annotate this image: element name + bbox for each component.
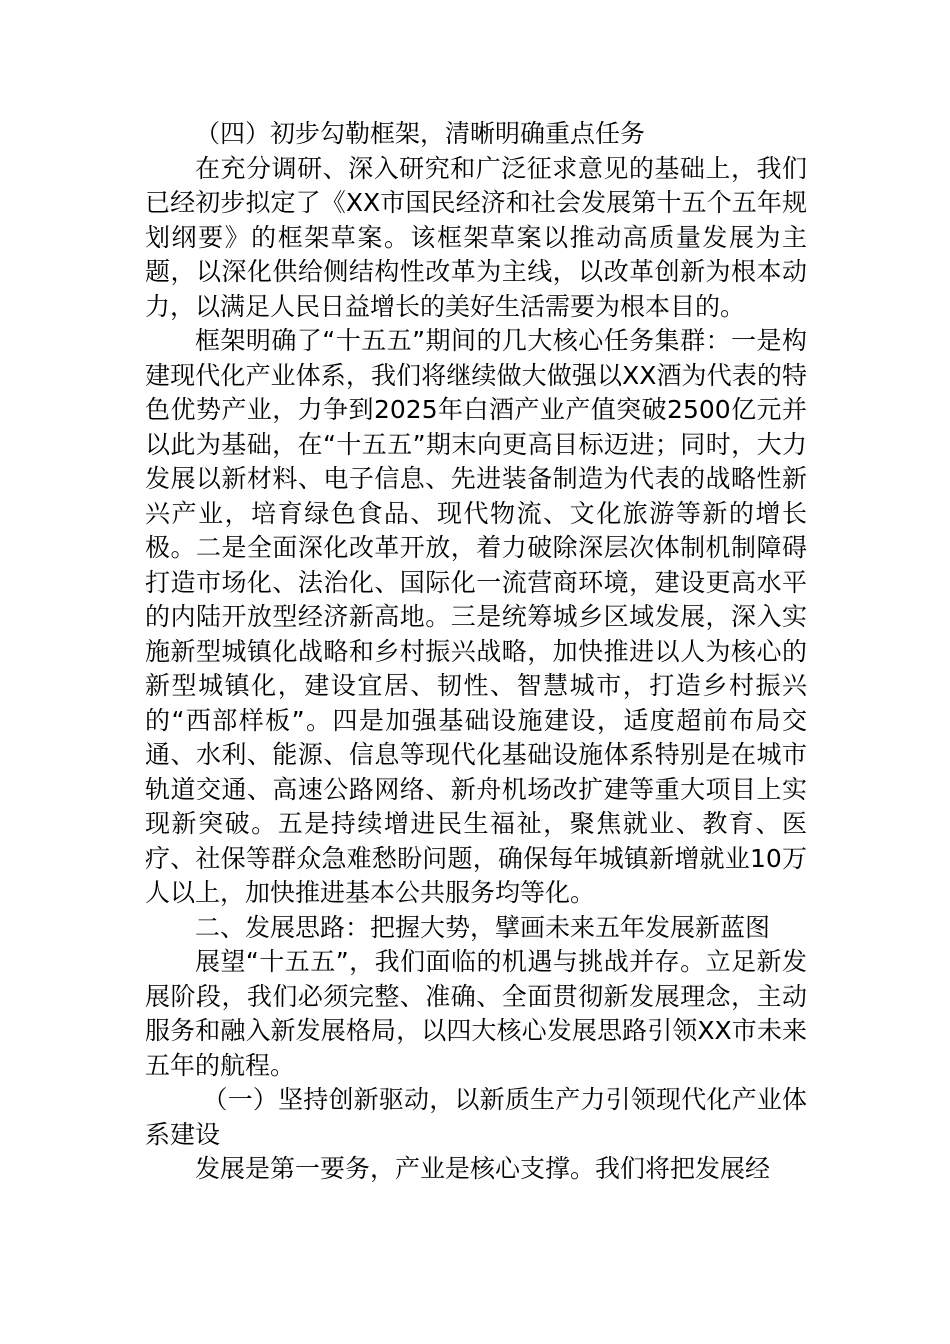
section-heading-2-1: （一）坚持创新驱动，以新质生产力引领现代化产业体系建设: [145, 1085, 807, 1149]
document-page: [145, 117, 807, 1187]
section-heading-4: （四）初步勾勒框架，清晰明确重点任务: [195, 119, 646, 148]
section-heading-2: 二、发展思路：把握大势，擘画未来五年发展新蓝图: [195, 912, 771, 942]
paragraph-core-tasks: 框架明确了“十五五”期间的几大核心任务集群：一是构建现代化产业体系，我们将继续做大做强以XX酒为代表的特色优势产业，力争到2025年白酒产业产值突破2500亿元并以此为基础，在“十五五”期末向更高目标迈进；同时，大力发展以新材料、电子信息、先进装备制造为代表的战略性新兴产业，培育绿色食品、现代物流、文化旅游等新的增长极。二是全面深化改革开放，着力破除深层次体制机制障碍打造市场化、法治化、国际化一流营商环境，建设更高水平的内陆开放型经济新高地。三是统筹城乡区域发展，深入实施新型城镇化战略和乡村振兴战略，加快推进以人为核心的新型城镇化，建设宜居、韧性、智慧城市，打造乡村振兴的“西部样板”。四是加强基础设施建设，适度超前布局交通、水利、能源、信息等现代化基础设施体系特别是在城市轨道交通、高速公路网络、新舟机场改扩建等重大项目上实现新突破。五是持续增进民生福祉，聚焦就业、教育、医疗、社保等群众急难愁盼问题，确保每年城镇新增就业10万人以上，加快推进基本公共服务均等化。: [145, 326, 807, 907]
paragraph-framework-intro: 在充分调研、深入研究和广泛征求意见的基础上，我们已经初步拟定了《XX市国民经济和社会发展第十五个五年规划纲要》的框架草案。该框架草案以推动高质量发展为主题，以深化供给侧结构性改革为主线，以改革创新为根本动力，以满足人民日益增长的美好生活需要为根本目的。: [145, 153, 807, 321]
paragraph-development: 发展是第一要务，产业是核心支撑。我们将把发展经: [195, 1154, 771, 1183]
paragraph-outlook: 展望“十五五”，我们面临的机遇与挑战并存。立足新发展阶段，我们必须完整、准确、全面贯彻新发展理念，主动服务和融入新发展格局，以四大核心发展思路引领XX市未来五年的航程。: [145, 947, 807, 1080]
